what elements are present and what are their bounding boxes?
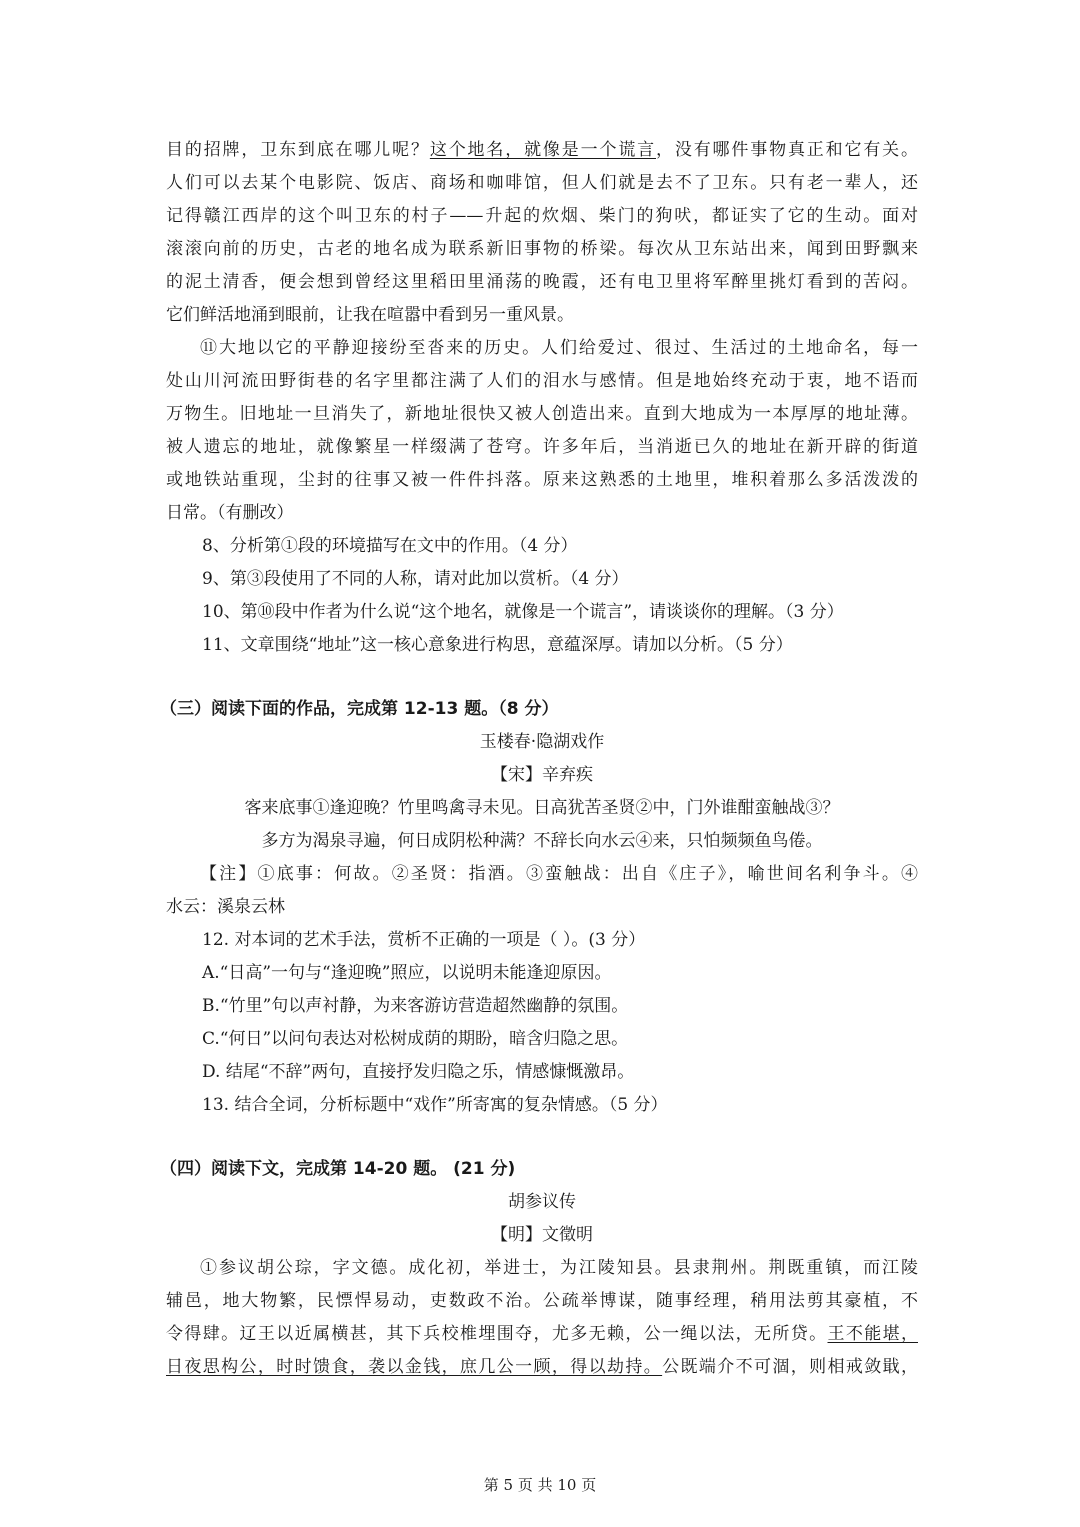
para11-line: 日常。（有删改） [166,503,294,523]
page-footer: 第 5 页 共 10 页 [483,1476,597,1494]
question-10: 10、第⑩段中作者为什么说“这个地名，就像是一个谎言”，请谈谈你的理解。（3 分） [202,602,844,622]
para11-line: ⑪大地以它的平静迎接纷至沓来的历史。人们给爱过、很过、生活过的土地命名，每一 [200,338,918,358]
para10-line: 滚滚向前的历史，古老的地名成为联系新旧事物的桥梁。每次从卫东站出来，闻到田野飘来 [166,239,918,259]
question-13: 13. 结合全词，分析标题中“戏作”所寄寓的复杂情感。（5 分） [202,1095,668,1115]
underlined-text: 这个地名，就像是一个谎言 [429,140,657,160]
para11-line: 万物生。旧地址一旦消失了，新地址很快又被人创造出来。直到大地成为一本厚厚的地址薄。 [166,404,918,424]
passage-line [166,1356,918,1378]
para10-line: 人们可以去某个电影院、饭店、商场和咖啡馆，但人们就是去不了卫东。只有老一辈人，还 [166,173,918,193]
option-c: C.“何日”以问句表达对松树成荫的期盼，暗含归隐之思。 [202,1029,629,1049]
poem-note-line: 【注】①底事：何故。②圣贤：指酒。③蛮触战：出自《庄子》，喻世间名利争斗。④ [200,864,918,884]
question-8: 8、分析第①段的环境描写在文中的作用。（4 分） [202,536,578,556]
passage-line: ①参议胡公琮，字文德。成化初，举进士，为江陵知县。县隶荆州。荆既重镇，而江陵 [200,1258,918,1278]
para11-line: 处山川河流田野街巷的名字里都注满了人们的泪水与感情。但是地始终充动于衷，地不语而 [166,371,918,391]
text-span: ，没有哪件事物真正和它有关。 [656,140,918,160]
para11-line: 或地铁站重现，尘封的往事又被一件件抖落。原来这熟悉的土地里，堆积着那么多活泼泼的 [166,470,918,490]
question-12: 12. 对本词的艺术手法，赏析不正确的一项是（ ）。(3 分） [202,930,646,950]
underlined-text: 王不能堪， [827,1324,918,1344]
passage-author: 【明】文徵明 [491,1225,593,1245]
poem-line: 多方为渴泉寻遍，何日成阴松种满？不辞长向水云④来，只怕频频鱼鸟倦。 [261,831,823,851]
question-11: 11、文章围绕“地址”这一核心意象进行构思，意蕴深厚。请加以分析。（5 分） [202,635,793,655]
poem-title: 玉楼春·隐湖戏作 [479,732,605,752]
para10-line: 它们鲜活地涌到眼前，让我在喧嚣中看到另一重风景。 [166,305,574,325]
poem-note-line: 水云：溪泉云林 [166,897,285,917]
option-a: A.“日高”一句与“逢迎晚”照应，以说明未能逢迎原因。 [202,963,612,983]
text-span: 公既端介不可涸，则相戒敛戢， [662,1357,918,1377]
para10-line: 记得赣江西岸的这个叫卫东的村子——升起的炊烟、柴门的狗吠，都证实了它的生动。面对 [166,206,918,226]
text-span: 目的招牌，卫东到底在哪儿呢？ [166,140,430,160]
passage-title: 胡参议传 [508,1192,576,1212]
poem-line: 客来底事①逢迎晚？竹里鸣禽寻未见。日高犹苦圣贤②中，门外谁酣蛮触战③？ [244,798,840,818]
para11-line: 被人遗忘的地址，就像繁星一样缀满了苍穹。许多年后，当消逝已久的地址在新开辟的街道 [166,437,918,457]
section4-heading: （四）阅读下文，完成第 14-20 题。 (21 分) [160,1159,516,1179]
underlined-text: 日夜思构公，时时馈食，袭以金钱，庶几公一顾，得以劫持。 [166,1357,663,1377]
para10-line: 的泥土清香，便会想到曾经这里稻田里涌荡的晚霞，还有电卫里将军醉里挑灯看到的苦闷。 [166,272,918,292]
poem-author: 【宋】辛弃疾 [491,765,593,785]
para10-line [166,139,918,161]
passage-line: 辅邑，地大物繁，民慓悍易动，吏数政不治。公疏举博谋，随事经理，稍用法剪其豪植，不 [166,1291,918,1311]
passage-line [166,1323,918,1345]
text-span: 令得肆。辽王以近属横甚，其下兵校椎埋围夺，尤多无赖，公一绳以法，无所贷。 [166,1324,828,1344]
option-b: B.“竹里”句以声衬静，为来客游访营造超然幽静的氛围。 [202,996,629,1016]
option-d: D. 结尾“不辞”两句，直接抒发归隐之乐，情感慷慨激昂。 [202,1062,635,1082]
section3-heading: （三）阅读下面的作品，完成第 12-13 题。（8 分） [160,699,559,719]
question-9: 9、第③段使用了不同的人称，请对此加以赏析。（4 分） [202,569,629,589]
